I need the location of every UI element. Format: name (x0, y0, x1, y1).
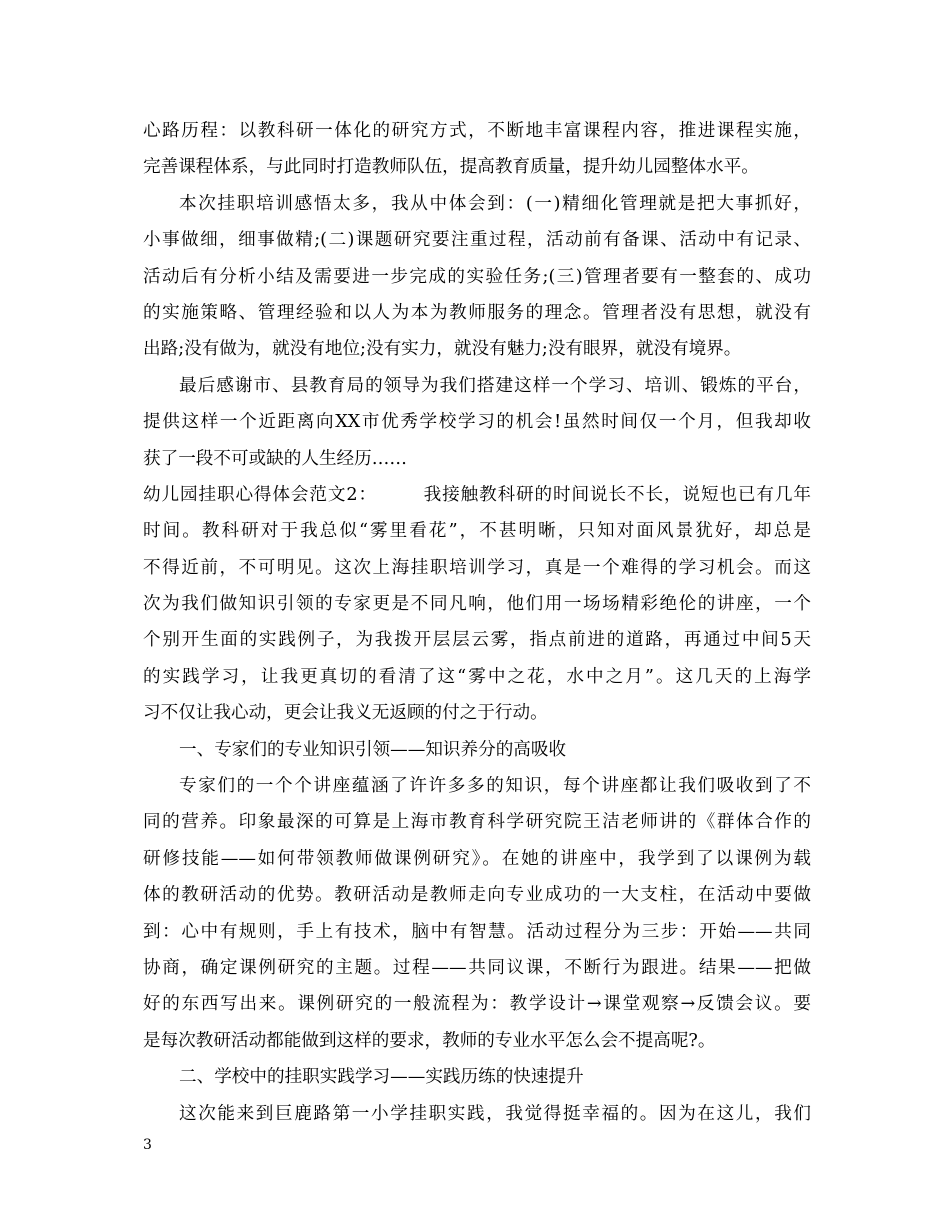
text-line: 时间。教科研对于我总似“雾里看花”，不甚明晰，只知对面风景犹好，却总是 (143, 521, 811, 542)
section-title-line: 幼儿园挂职心得体会范文2： 我接触教科研的时间说长不长，说短也已有几年 (143, 484, 811, 505)
text-line: 好的东西写出来。课例研究的一般流程为：教学设计→课堂观察→反馈会议。要 (143, 994, 811, 1015)
text-line: 不得近前，不可明见。这次上海挂职培训学习，真是一个难得的学习机会。而这 (143, 557, 811, 578)
text-line: 活动后有分析小结及需要进一步完成的实验任务;(三)管理者要有一整套的、成功 (143, 266, 811, 287)
text-line: 协商，确定课例研究的主题。过程——共同议课，不断行为跟进。结果——把做 (143, 957, 811, 978)
text-line: 次为我们做知识引领的专家更是不同凡响，他们用一场场精彩绝伦的讲座，一个 (143, 594, 811, 615)
text-line: 同的营养。印象最深的可算是上海市教育科学研究院王洁老师讲的《群体合作的 (143, 812, 811, 833)
text-line: 心路历程：以教科研一体化的研究方式，不断地丰富课程内容，推进课程实施， (143, 121, 811, 141)
text-line: 到：心中有规则，手上有技术，脑中有智慧。活动过程分为三步：开始——共同 (143, 921, 811, 942)
section-heading: 一、专家们的专业知识引领——知识养分的高吸收 (179, 739, 567, 760)
text-line: 获了一段不可或缺的人生经历…… (143, 448, 407, 469)
paragraph-start-line: 最后感谢市、县教育局的领导为我们搭建这样一个学习、培训、锻炼的平台， (179, 375, 811, 396)
section-heading: 二、学校中的挂职实践学习——实践历练的快速提升 (179, 1067, 584, 1088)
text-line: 研修技能——如何带领教师做课例研究》。在她的讲座中，我学到了以课例为载 (143, 848, 811, 869)
text-line: 习不仅让我心动，更会让我义无返顾的付之于行动。 (143, 703, 548, 724)
page-number: 3 (143, 1137, 152, 1153)
text-line: 体的教研活动的优势。教研活动是教师走向专业成功的一大支柱，在活动中要做 (143, 885, 811, 906)
paragraph-start-line: 这次能来到巨鹿路第一小学挂职实践，我觉得挺幸福的。因为在这儿，我们 (179, 1103, 811, 1124)
text-line: 提供这样一个近距离向XX市优秀学校学习的机会!虽然时间仅一个月，但我却收 (143, 412, 811, 433)
text-line: 的实施策略、管理经验和以人为本为教师服务的理念。管理者没有思想，就没有 (143, 302, 811, 323)
text-line: 小事做细，细事做精;(二)课题研究要注重过程，活动前有备课、活动中有记录、 (143, 230, 811, 251)
text-line: 的实践学习，让我更真切的看清了这“雾中之花，水中之月”。这几天的上海学 (143, 666, 811, 687)
text-line: 完善课程体系，与此同时打造教师队伍，提高教育质量，提升幼儿园整体水平。 (143, 157, 759, 178)
body-text (143, 113, 811, 1132)
text-line: 是每次教研活动都能做到这样的要求，教师的专业水平怎么会不提高呢?。 (143, 1030, 716, 1051)
paragraph-start-line: 专家们的一个个讲座蕴涵了许许多多的知识，每个讲座都让我们吸收到了不 (179, 776, 811, 797)
text-line: 个别开生面的实践例子，为我拨开层层云雾，指点前进的道路，再通过中间5天 (143, 630, 811, 651)
paragraph-start-line: 本次挂职培训感悟太多，我从中体会到：(一)精细化管理就是把大事抓好， (179, 193, 811, 214)
text-line: 出路;没有做为，就没有地位;没有实力，就没有魅力;没有眼界，就没有境界。 (143, 339, 742, 360)
